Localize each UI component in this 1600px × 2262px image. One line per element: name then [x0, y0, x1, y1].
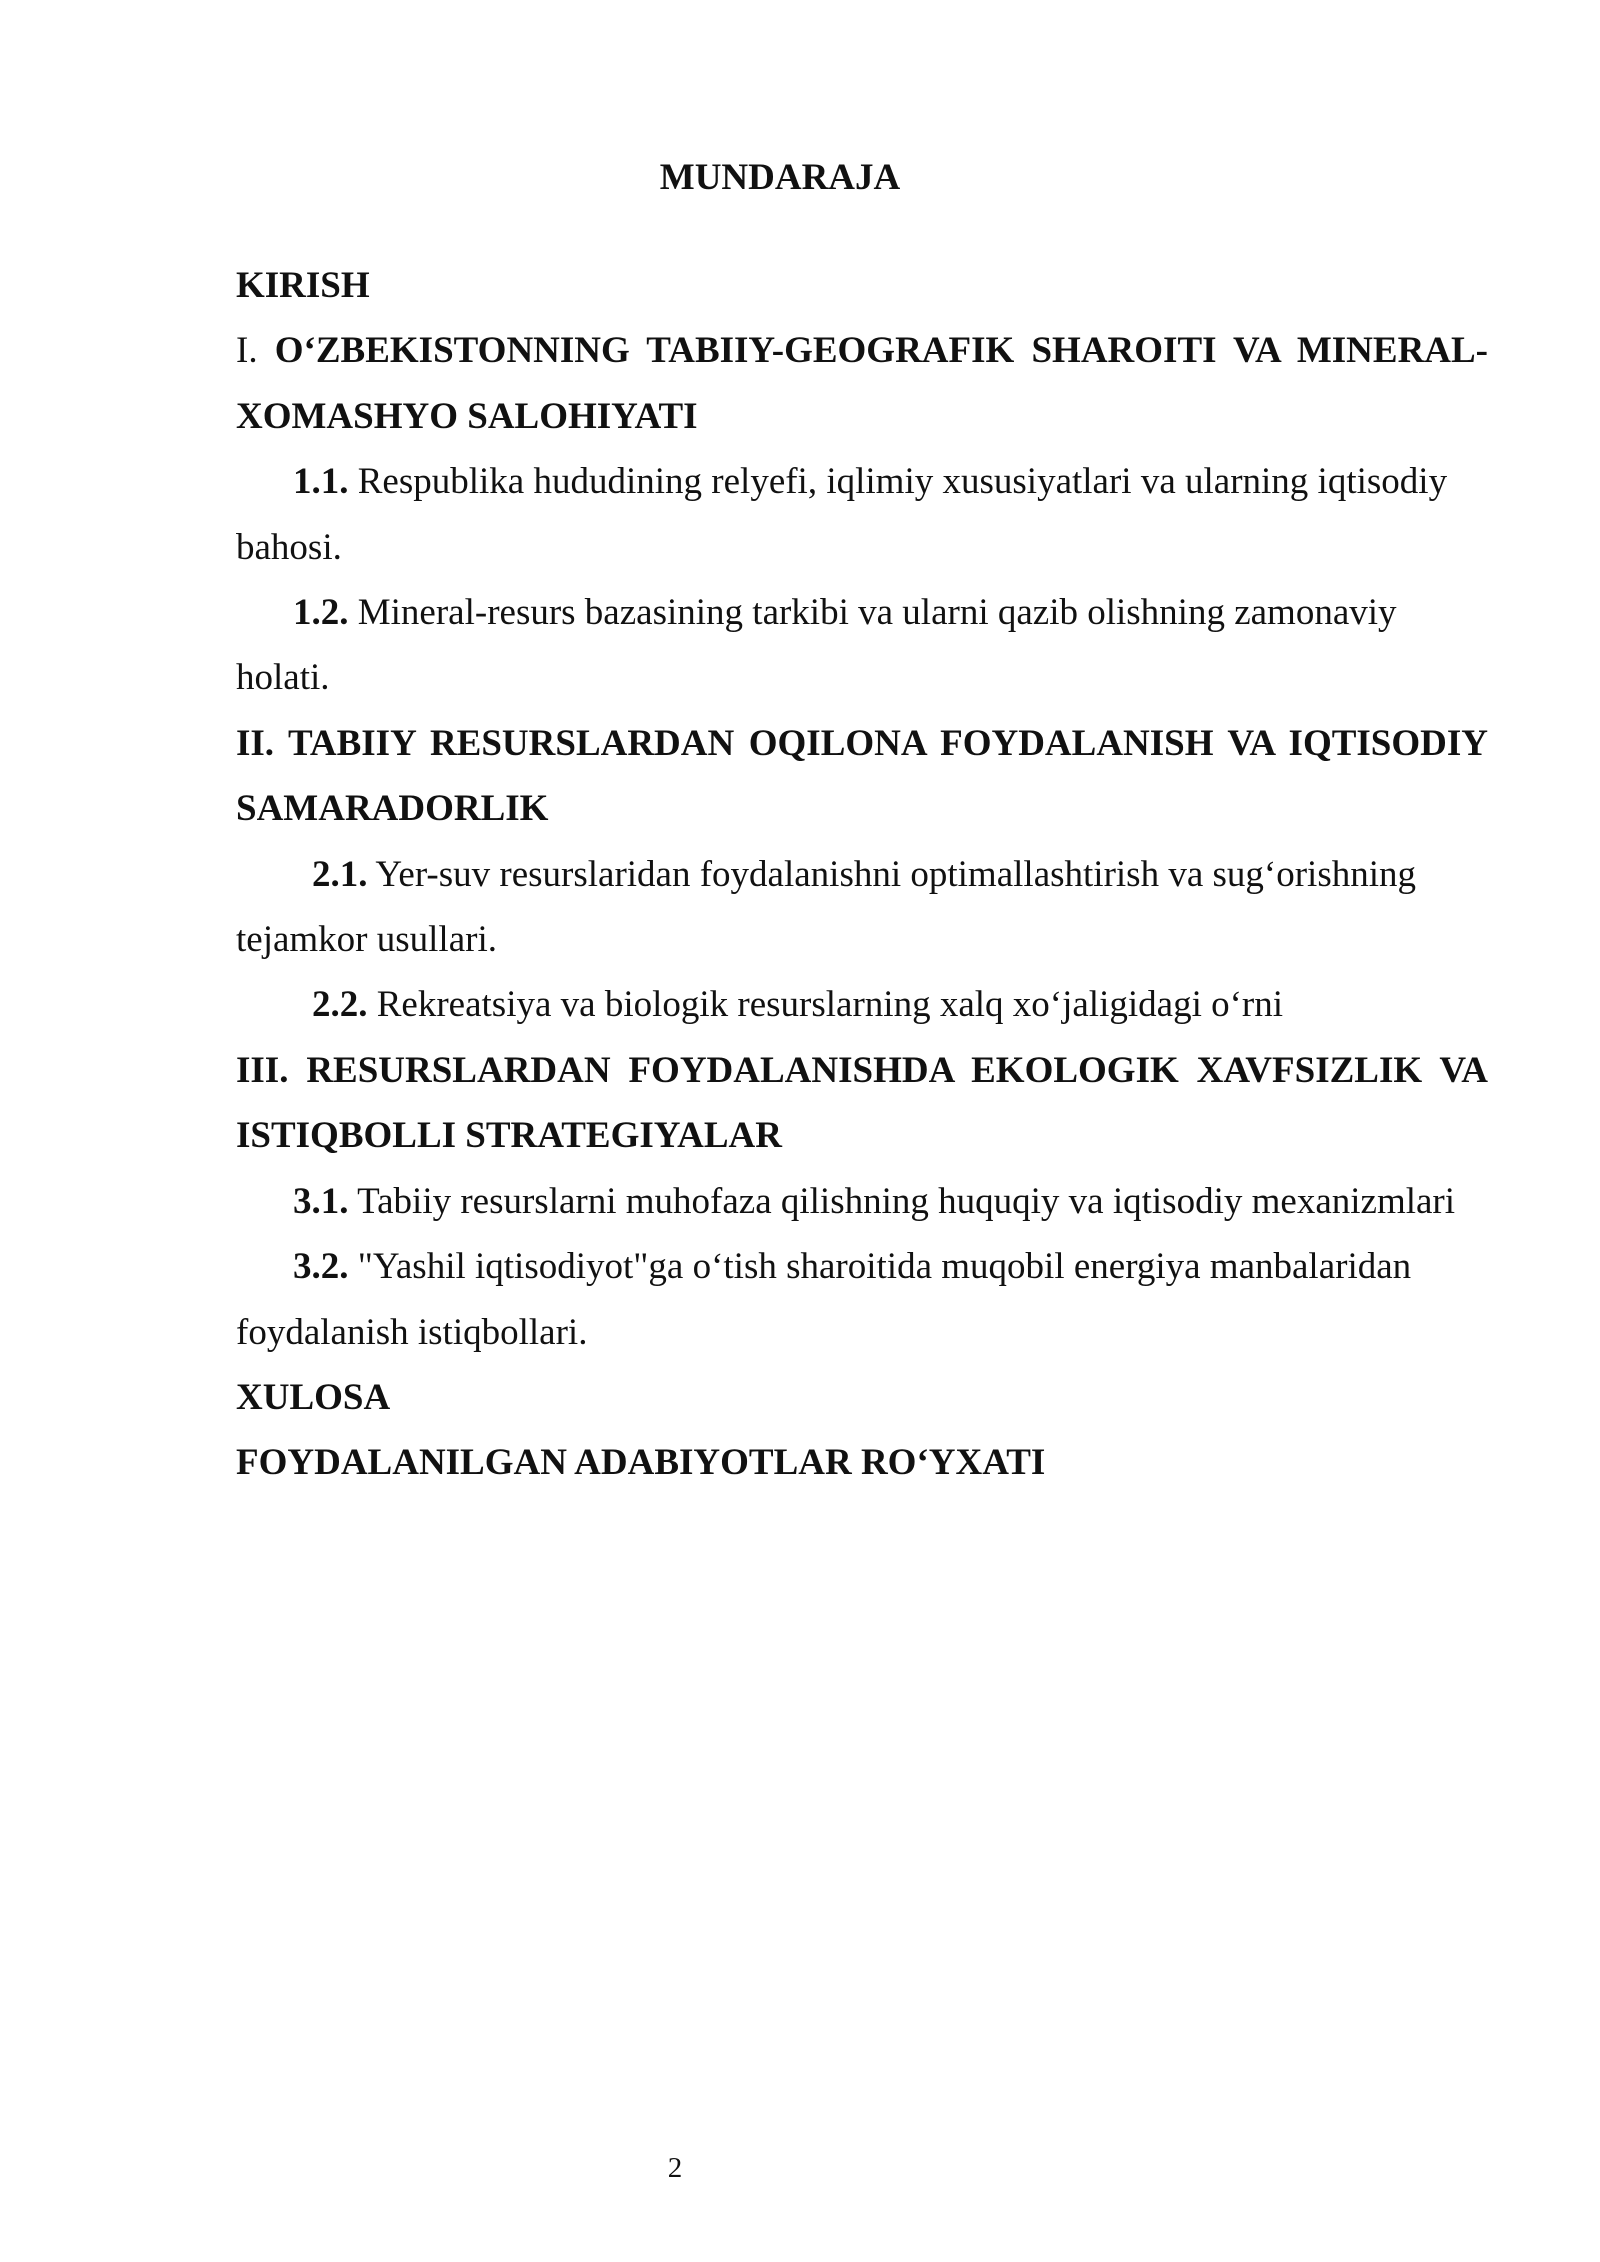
section-title: Mineral-resurs bazasining tarkibi va ularni qazib olishning zamonaviy holati.: [236, 592, 1397, 699]
toc-section-2-2: [236, 972, 1488, 1037]
section-number: 1.2.: [293, 592, 349, 634]
toc-section-3-2: [236, 1234, 1488, 1365]
table-of-contents: [236, 253, 1488, 1496]
section-title: Respublika hududining relyefi, iqlimiy xususiyatlari va ularning iqtisodiy bahosi.: [236, 461, 1448, 568]
toc-section-2-1: [236, 842, 1488, 973]
section-number: 3.1.: [293, 1180, 349, 1222]
toc-conclusion: XULOSA: [236, 1376, 391, 1418]
section-number: 2.2.: [312, 984, 368, 1026]
toc-chapter-2: [236, 711, 1488, 842]
chapter-number: I.: [236, 330, 258, 372]
toc-references: FOYDALANILGAN ADABIYOTLAR RO‘YXATI: [236, 1442, 1046, 1484]
section-number: 3.2.: [293, 1246, 349, 1288]
section-title: Yer-suv resurslaridan foydalanishni optimallashtirish va sug‘orishning tejamkor usullari.: [236, 853, 1416, 961]
toc-intro: KIRISH: [236, 265, 370, 306]
section-title: "Yashil iqtisodiyot"ga o‘tish sharoitida muqobil energiya manbalaridan foydalanish istiqbollari.: [236, 1246, 1412, 1353]
toc-section-1-2: [236, 580, 1488, 711]
page-number: 2: [667, 2152, 683, 2184]
chapter-title: TABIIY RESURSLARDAN OQILONA FOYDALANISH VA IQTISODIY SAMARADORLIK: [236, 722, 1488, 830]
chapter-number: III.: [236, 1049, 289, 1091]
chapter-number: II.: [236, 722, 275, 764]
toc-section-3-1: [236, 1169, 1488, 1234]
chapter-title: O‘ZBEKISTONNING TABIIY-GEOGRAFIK SHAROITI VA MINERAL-XOMASHYO SALOHIYATI: [236, 330, 1489, 437]
chapter-title: RESURSLARDAN FOYDALANISHDA EKOLOGIK XAVFSIZLIK VA ISTIQBOLLI STRATEGIYALAR: [236, 1049, 1488, 1157]
page-title: MUNDARAJA: [659, 157, 901, 198]
section-title: Rekreatsiya va biologik resurslarning xalq xo‘jaligidagi o‘rni: [376, 984, 1284, 1026]
section-number: 2.1.: [312, 853, 368, 895]
toc-chapter-1: [236, 318, 1488, 449]
section-title: Tabiiy resurslarni muhofaza qilishning huquqiy va iqtisodiy mexanizmlari: [357, 1180, 1456, 1222]
toc-section-1-1: [236, 449, 1488, 580]
section-number: 1.1.: [293, 461, 349, 503]
toc-chapter-3: [236, 1038, 1488, 1169]
